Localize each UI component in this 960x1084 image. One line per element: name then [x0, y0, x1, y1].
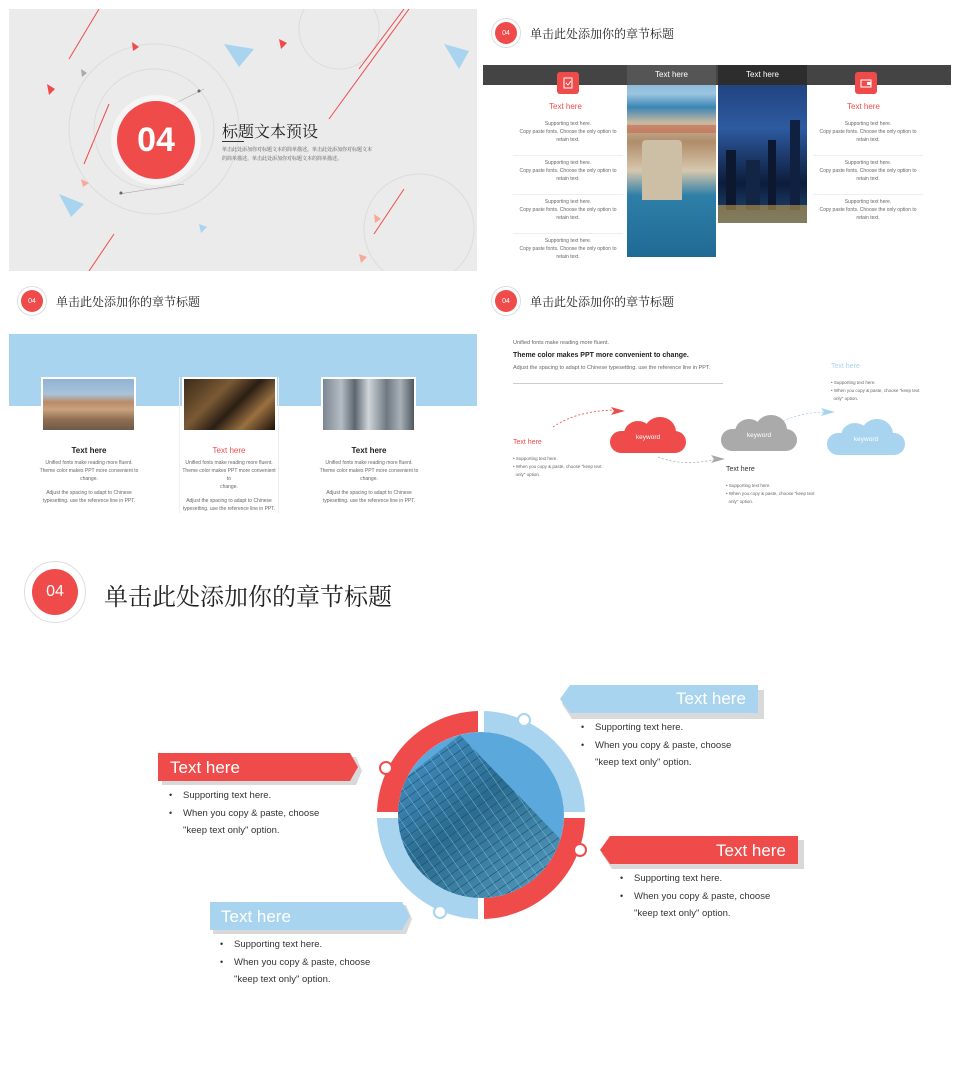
wallet-icon	[855, 72, 877, 94]
section-badge: 04	[32, 569, 78, 615]
skyscrapers-photo	[321, 377, 416, 432]
right-text-list: • Supporting text here. • When you copy & paste, choose "keep text only" option.	[831, 380, 920, 401]
card-title: Text here	[71, 446, 107, 455]
slide-title-preview[interactable]	[9, 9, 477, 271]
plane-icon-red	[611, 407, 625, 415]
section-badge-ring	[491, 18, 521, 48]
left-title: Text here	[170, 758, 240, 777]
slide-main-circle-diagram[interactable]	[0, 545, 960, 1084]
left-list: Supporting text here. Copy paste fonts. Choose the only option to retain text. Supporting text here. Copy paste fonts. Choose the only option to retain text. Supporting text here. Copy paste fonts. Choose the only option to retain text. Supporting text here. Copy paste fonts. Choose the only option to retain text.	[513, 117, 623, 271]
intro-line-1: Unified fonts make reading more fluent.	[513, 340, 609, 346]
right-text-title: Text here	[831, 363, 860, 370]
top-right-title: Text here	[676, 689, 746, 708]
title-description-1: 单击此处添加你对标题文本的简单描述。单击此处添加你对标题文本	[222, 147, 373, 153]
card-3: Text here Unified fonts make reading more fluent. Theme color makes PPT more convenient to change. Adjust the spacing to adapt to Chinese typesetting. use the reference line in PPT.	[319, 377, 419, 505]
cloud-keyword-red: keyword	[610, 417, 686, 453]
bottom-left-title: Text here	[221, 907, 291, 926]
slide-title: 标题文本预设	[222, 122, 319, 141]
left-heading: Text here	[549, 102, 582, 111]
bottom-left-bullets: • Supporting text here. • When you copy & paste, choose "keep text only" option.	[220, 936, 370, 989]
intro-line-2: Theme color makes PPT more convenient to change.	[513, 352, 689, 359]
section-title: 单击此处添加你的章节标题	[530, 27, 675, 41]
night-skyline-photo	[718, 65, 807, 223]
cloud-keyword-gray: keyword	[721, 415, 797, 451]
slide-three-cards[interactable]	[9, 277, 477, 539]
left-text-list: • Supporting text here. • When you copy & paste, choose "keep text only" option.	[513, 456, 602, 477]
section-badge: 04	[495, 22, 517, 44]
connector-dot	[380, 762, 392, 774]
left-bullets: • Supporting text here. • When you copy & paste, choose "keep text only" option.	[169, 787, 319, 840]
mid-text-title: Text here	[726, 466, 755, 473]
coastal-city-photo	[627, 65, 716, 257]
title-underline	[222, 141, 244, 142]
left-text-title: Text here	[513, 439, 542, 446]
section-title: 单击此处添加你的章节标题	[530, 295, 675, 309]
plane-icon-gray	[711, 455, 725, 463]
flight-paths	[483, 277, 951, 539]
section-number-badge	[117, 101, 195, 179]
section-badge-ring	[17, 286, 47, 316]
card-1: Text here Unified fonts make reading more fluent. Theme color makes PPT more convenient to change. Adjust the spacing to adapt to Chinese typesetting. use the reference line in PPT.	[39, 377, 139, 505]
connector-dot	[434, 906, 446, 918]
photo-label-2: Text here	[746, 70, 779, 79]
section-badge: 04	[495, 290, 517, 312]
photo-label-1: Text here	[655, 70, 688, 79]
connector-dot	[518, 714, 530, 726]
dark-top-bar-right	[807, 65, 951, 85]
right-title: Text here	[716, 841, 786, 860]
card-2: Text here Unified fonts make reading more fluent. Theme color makes PPT more convenient to change. Adjust the spacing to adapt to Chinese typesetting. use the reference line in PPT.	[179, 377, 279, 513]
top-right-bullets: • Supporting text here. • When you copy & paste, choose "keep text only" option.	[581, 719, 731, 772]
right-bullets: • Supporting text here. • When you copy & paste, choose "keep text only" option.	[620, 870, 770, 923]
aerial-city-photo	[41, 377, 136, 432]
slide-keyword-clouds[interactable]	[483, 277, 951, 539]
night-city-photo	[182, 377, 277, 432]
connector-dot	[574, 844, 586, 856]
section-title: 单击此处添加你的章节标题	[104, 583, 392, 611]
card-title: Text here	[351, 446, 387, 455]
circle-diagram	[0, 545, 960, 1084]
section-number: 04	[137, 120, 175, 159]
right-list: Supporting text here. Copy paste fonts. Choose the only option to retain text. Supporting text here. Copy paste fonts. Choose the only option to retain text. Supporting text here. Copy paste fonts. Choose the only option to retain text.	[813, 117, 923, 234]
calendar-icon	[557, 72, 579, 94]
mid-text-list: • Supporting text here. • When you copy & paste, choose "keep text only" option.	[726, 483, 815, 504]
right-heading: Text here	[847, 102, 880, 111]
slide-photo-columns[interactable]	[483, 9, 951, 271]
card-title: Text here	[212, 446, 246, 455]
section-title: 单击此处添加你的章节标题	[56, 295, 201, 309]
intro-line-3: Adjust the spacing to adapt to Chinese typesetting. use the reference line in PPT.	[513, 365, 711, 371]
section-badge: 04	[21, 290, 43, 312]
title-description-2: 的简单描述。单击此处添加你对标题文本的简单描述。	[222, 156, 343, 162]
cloud-keyword-blue: keyword	[827, 419, 905, 455]
